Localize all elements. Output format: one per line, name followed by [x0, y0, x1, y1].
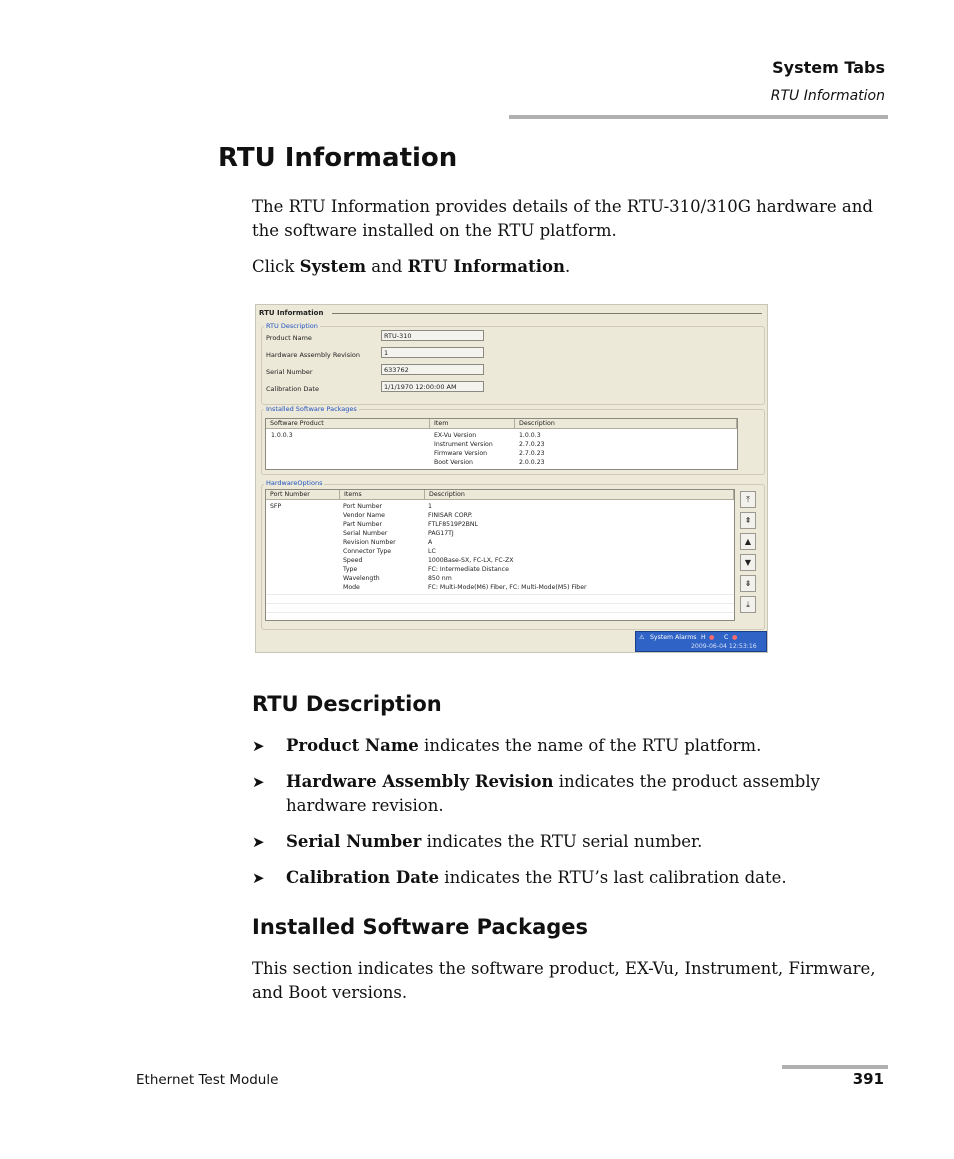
product-name-label: Product Name: [266, 334, 312, 342]
rtu-description-heading: RTU Description: [252, 692, 442, 716]
scroll-down-icon[interactable]: ▼: [740, 554, 756, 571]
hardware-row-desc: 1: [428, 503, 432, 510]
hardware-port-value: SFP: [270, 503, 282, 510]
software-row-desc: 2.7.0.23: [519, 441, 545, 448]
hardware-row-desc: FC: Intermediate Distance: [428, 566, 509, 573]
installed-software-label: Installed Software Packages: [266, 405, 357, 413]
rtu-description-group: [261, 326, 765, 405]
hardware-row-desc: FTLF8519P2BNL: [428, 521, 478, 528]
installed-software-paragraph: This section indicates the software product, EX-Vu, Instrument, Firmware, and Boot versions.: [252, 959, 876, 1002]
software-row-desc: 1.0.0.3: [519, 432, 541, 439]
scroll-top-icon[interactable]: ⤒: [740, 491, 756, 508]
software-product-value: 1.0.0.3: [271, 432, 293, 439]
system-alarms-label: System Alarms: [650, 634, 697, 641]
system-alarms-status[interactable]: [635, 631, 767, 652]
hardware-options-label: HardwareOptions: [266, 479, 323, 487]
hardware-row-item: Type: [343, 566, 358, 573]
alarm-icon: ⚠: [639, 634, 645, 641]
empty-row-line: [266, 612, 734, 613]
hardware-row-item: Mode: [343, 584, 360, 591]
serial-number-label: Serial Number: [266, 368, 313, 376]
software-row-item: Firmware Version: [434, 450, 488, 457]
header-subsection: RTU Information: [770, 88, 885, 104]
software-row-desc: 2.7.0.23: [519, 450, 545, 457]
page-title: RTU Information: [218, 143, 458, 173]
hardware-col-port[interactable]: Port Number: [266, 490, 340, 500]
hardware-row-desc: 1000Base-SX, FC-LX, FC-ZX: [428, 557, 514, 564]
rtu-description-label: RTU Description: [266, 322, 318, 330]
calibration-date-field[interactable]: 1/1/1970 12:00:00 AM: [381, 381, 484, 392]
hardware-row-item: Port Number: [343, 503, 383, 510]
hardware-row-item: Connector Type: [343, 548, 392, 555]
bullet-calibration-date: ➤ Calibration Date indicates the RTU’s last calibration date.: [252, 866, 852, 890]
empty-row-line: [266, 603, 734, 604]
panel-title-rule: [332, 313, 762, 314]
scroll-bottom-icon[interactable]: ⤓: [740, 596, 756, 613]
bullet-arrow-icon: ➤: [252, 773, 265, 791]
installed-software-heading: Installed Software Packages: [252, 915, 589, 939]
alarm-c-dot-icon: ●: [732, 634, 738, 641]
hardware-row-desc: 850 nm: [428, 575, 452, 582]
software-row-item: Boot Version: [434, 459, 473, 466]
hardware-row-item: Part Number: [343, 521, 383, 528]
page-number: 391: [852, 1070, 884, 1088]
hardware-row-item: Serial Number: [343, 530, 388, 537]
scroll-up-icon[interactable]: ▲: [740, 533, 756, 550]
bullet-serial-number: ➤ Serial Number indicates the RTU serial number.: [252, 830, 852, 854]
alarm-h-dot-icon: ●: [709, 634, 715, 641]
hardware-col-items[interactable]: Items: [340, 490, 425, 500]
hardware-assembly-revision-label: Hardware Assembly Revision: [266, 351, 361, 359]
panel-title: RTU Information: [259, 309, 324, 317]
hardware-row-item: Speed: [343, 557, 363, 564]
hardware-row-desc: FC: Multi-Mode(M6) Fiber, FC: Multi-Mode(M5) Fiber: [428, 584, 587, 591]
hardware-row-item: Wavelength: [343, 575, 380, 582]
hardware-row-desc: PAG17TJ: [428, 530, 454, 537]
hardware-row-desc: FINISAR CORP.: [428, 512, 473, 519]
software-row-desc: 2.0.0.23: [519, 459, 545, 466]
empty-row-line: [266, 594, 734, 595]
rtu-information-screenshot: [255, 304, 768, 653]
software-col-description[interactable]: Description: [515, 419, 737, 429]
scroll-page-up-icon[interactable]: ⇞: [740, 512, 756, 529]
status-timestamp: 2009-06-04 12:53:16: [691, 643, 757, 650]
bullet-hardware-assembly-revision: ➤ Hardware Assembly Revision indicates the product assembly hardware revision.: [252, 772, 820, 815]
alarm-h-label: H: [701, 634, 706, 641]
software-row-item: Instrument Version: [434, 441, 493, 448]
software-col-item[interactable]: Item: [430, 419, 515, 429]
footer-document-title: Ethernet Test Module: [136, 1072, 279, 1088]
serial-number-field[interactable]: 633762: [381, 364, 484, 375]
hardware-row-item: Vendor Name: [343, 512, 385, 519]
scroll-page-down-icon[interactable]: ⇟: [740, 575, 756, 592]
software-table: [265, 418, 738, 470]
bullet-arrow-icon: ➤: [252, 737, 265, 755]
hardware-row-desc: A: [428, 539, 433, 546]
hardware-row-desc: LC: [428, 548, 436, 555]
footer-rule: [782, 1065, 888, 1069]
hardware-row-item: Revision Number: [343, 539, 396, 546]
intro-paragraph: The RTU Information provides details of the RTU-310/310G hardware and the software installed on the RTU platform.: [252, 197, 873, 240]
hardware-table: [265, 489, 735, 621]
header-section: System Tabs: [772, 58, 885, 77]
software-col-product[interactable]: Software Product: [266, 419, 430, 429]
hardware-assembly-revision-field[interactable]: 1: [381, 347, 484, 358]
calibration-date-label: Calibration Date: [266, 385, 319, 393]
hardware-col-description[interactable]: Description: [425, 490, 734, 500]
bullet-arrow-icon: ➤: [252, 869, 265, 887]
header-rule: [509, 115, 888, 119]
bullet-arrow-icon: ➤: [252, 833, 265, 851]
product-name-field[interactable]: RTU-310: [381, 330, 484, 341]
alarm-c-label: C: [724, 634, 729, 641]
click-instruction: Click System and RTU Information.: [252, 257, 571, 276]
software-row-item: EX-Vu Version: [434, 432, 477, 439]
bullet-product-name: ➤ Product Name indicates the name of the RTU platform.: [252, 734, 852, 758]
